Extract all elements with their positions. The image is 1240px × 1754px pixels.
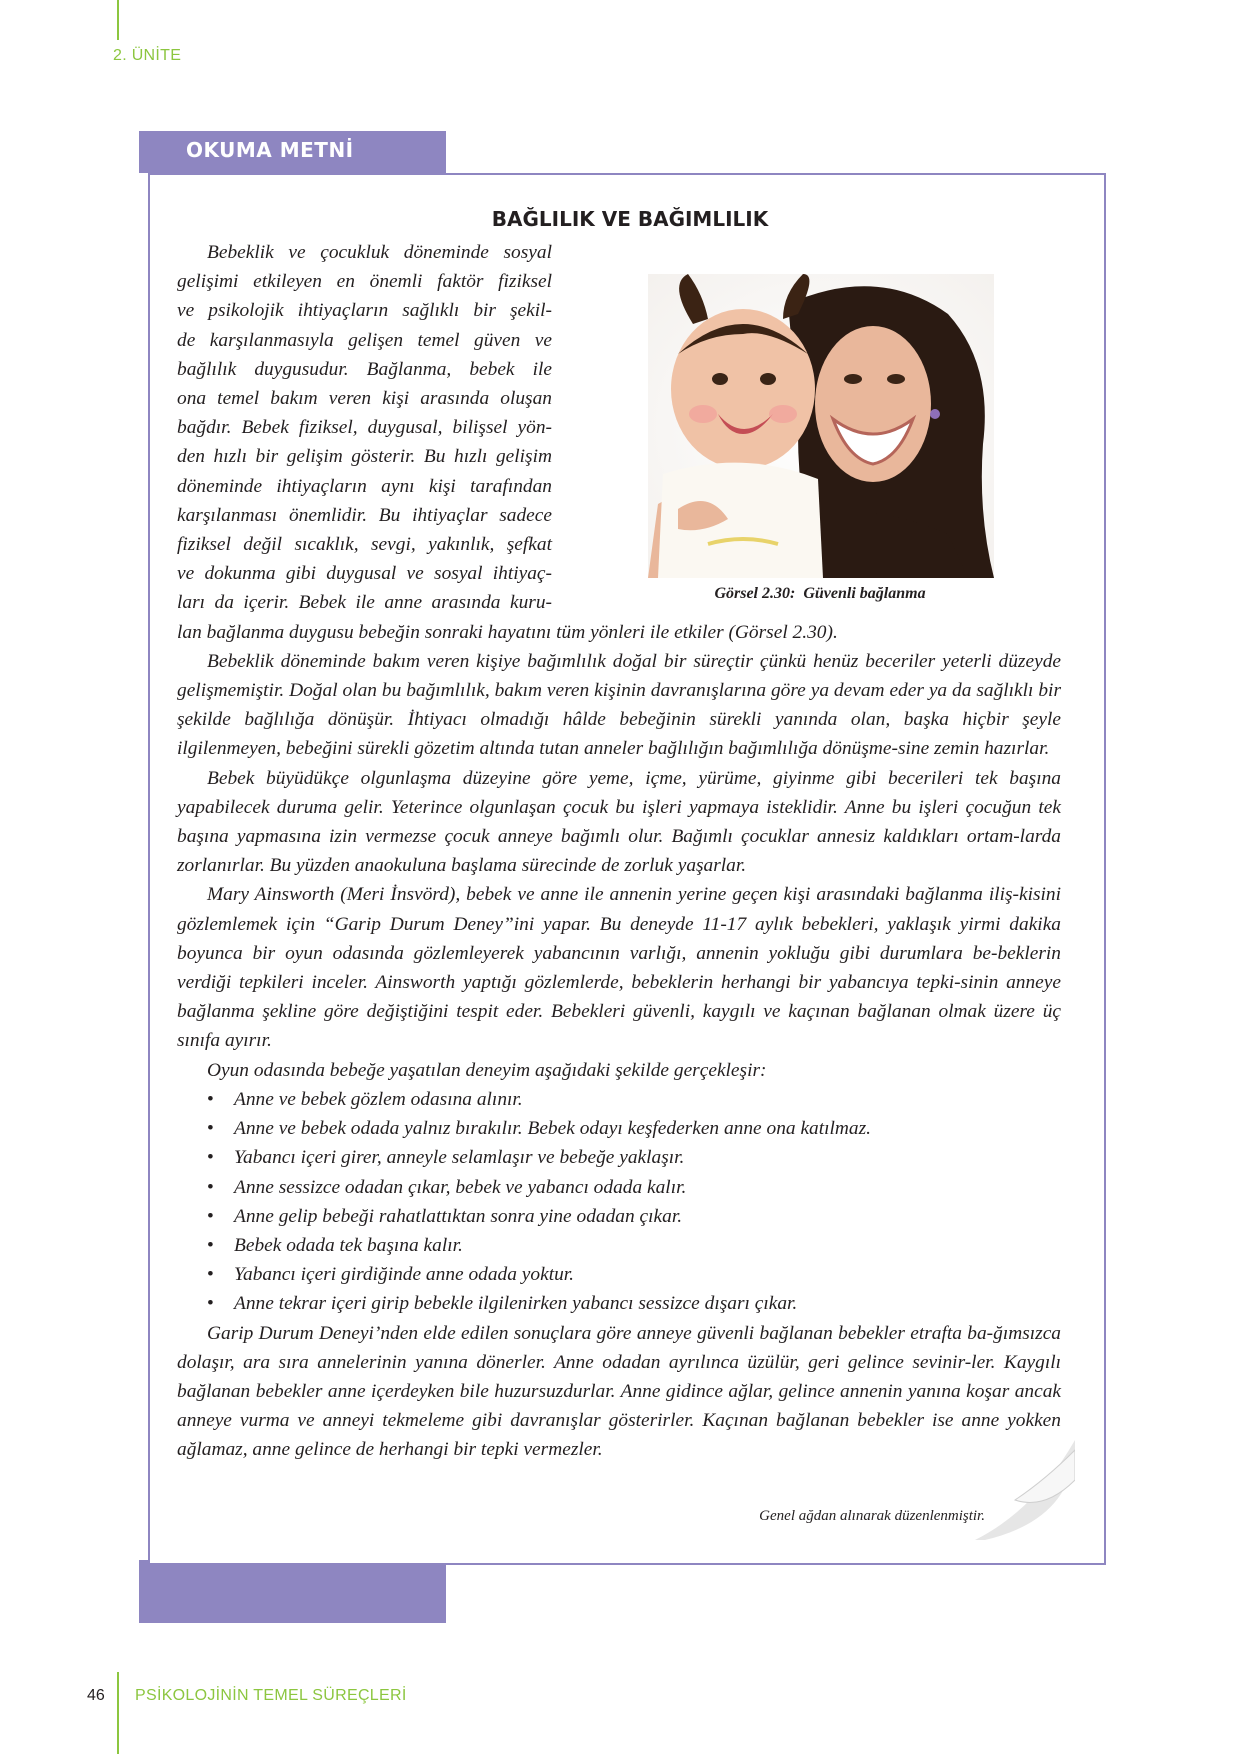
bullet-glyph: • [207,1234,214,1256]
bullet-glyph: • [207,1205,214,1227]
page-curl-icon [975,1440,1075,1540]
intro-line: ları da içerir. Bebek ile anne arasında kuru- [177,592,552,614]
figure-number: Görsel 2.30: [714,585,796,602]
intro-paragraph [177,238,552,618]
paragraph: Mary Ainsworth (Meri İnsvörd), bebek ve anne ile annenin yerine geçen kişi arasındaki bağlanma iliş-kisini gözlemlemek için “Garip Durum Deney”ini yapar. Bu deneyde 11-17 aylık bebekleri, yaklaşık yirmi dakika boyunca bir oyun odasında gözlemleyerek yabancının varlığı, annenin yokluğu gibi durumlara be-beklerin verdiği tepkileri inceler. Ainsworth yaptığı gözlemlerde, bebeklerin herhangi bir yabancıya tepki-sinin anneye bağlanma şekline göre değiştiğini tespit eder. Bebekleri güvenli, kaygılı ve kaçınan bağlanan olmak üzere üç sınıfa ayırır. [177,884,1061,1052]
list-item: • Yabancı içeri girdiğinde anne odada yoktur. [177,1260,1061,1289]
list-item: • Anne gelip bebeği rahatlattıktan sonra yine odadan çıkar. [177,1202,1061,1231]
footer-rule [117,1672,119,1754]
intro-line: ve dokunma gibi duygusal ve sosyal ihtiyaç- [177,563,552,585]
bullet-glyph: • [207,1293,214,1315]
figure-caption-text: Güvenli bağlanma [803,585,926,602]
paragraph: Bebeklik döneminde bakım veren kişiye bağımlılık doğal bir süreçtir çünkü henüz beceriler yeterli düzeyde gelişmemiştir. Doğal olan bu bağımlılık, bakım veren kişinin davranışlarına göre ya devam eder ya da sağlıklı bir şekilde bağlılığa dönüşür. İhtiyacı olmadığı hâlde bebeğinin sürekli yanında olan, başka hiçbir şeyle ilgilenmeyen, bebeğini sürekli gözetim altında tutan anneler bağlılığın bağımlılığa dönüşme-sine zemin hazırlar. [177,650,1061,760]
unit-label: 2. ÜNİTE [113,47,182,64]
list-item: • Anne ve bebek odada yalnız bırakılır. Bebek odayı keşfederken anne ona katılmaz. [177,1114,1061,1143]
article-body [177,238,1061,1465]
list-item: • Anne sessizce odadan çıkar, bebek ve yabancı odada kalır. [177,1173,1061,1202]
procedure-list [177,1085,1061,1319]
header-rule [117,0,119,40]
intro-line: ona temel bakım veren kişi arasında oluşan [177,388,552,410]
bullet-glyph: • [207,1147,214,1169]
intro-line: Bebeklik ve çocukluk döneminde sosyal [207,242,552,263]
list-item: • Bebek odada tek başına kalır. [177,1231,1061,1260]
closing-paragraph: Garip Durum Deneyi’nden elde edilen sonuçlara göre anneye güvenli bağlanan bebekler etrafta ba-ğımsızca dolaşır, ara sıra annelerinin yanına dönerler. Anne odadan ayrılınca üzülür, geri gelince sevinir-ler. Kaygılı bağlanan bebekler anne içerdeyken bile huzursuzdurlar. Anne gidince ağlar, gelince annenin yanına koşar ancak anneye vurma ve anneyi tekmeleme gibi davranışlar gösterirler. Kaçınan bağlanan bebekler ise anne yokken ağlamaz, anne gelince de herhangi bir tepki vermezler. [177,1322,1061,1461]
intro-line: bağlılık duygusudur. Bağlanma, bebek ile [177,358,552,380]
bullet-glyph: • [207,1176,214,1198]
list-item: • Yabancı içeri girer, anneyle selamlaşır ve bebeğe yaklaşır. [177,1143,1061,1172]
intro-line: fiziksel değil sıcaklık, sevgi, yakınlık, şefkat [177,534,552,556]
intro-line: ve psikolojik ihtiyaçların sağlıklı bir şekil- [177,300,552,322]
paragraph: Oyun odasında bebeğe yaşatılan deneyim aşağıdaki şekilde gerçekleşir: [207,1059,767,1081]
bullet-glyph: • [207,1264,214,1286]
intro-line: gelişimi etkileyen en önemli faktör fiziksel [177,271,552,293]
bullet-glyph: • [207,1088,214,1110]
bullet-glyph: • [207,1118,214,1140]
reading-box-bottom-band [139,1560,446,1623]
reading-box-label: OKUMA METNİ [186,138,354,162]
intro-line: de karşılanmasıyla gelişen temel güven ve [177,329,552,351]
intro-tail: lan bağlanma duygusu bebeğin sonraki hayatını tüm yönleri ile etkiler (Görsel 2.30). [177,621,838,643]
book-title: PSİKOLOJİNİN TEMEL SÜREÇLERİ [135,1687,407,1704]
paragraph: Bebek büyüdükçe olgunlaşma düzeyine göre yeme, içme, yürüme, giyinme gibi becerileri tek başına yapabilecek duruma gelir. Yeterince olgunlaşan çocuk bu işleri yapmaya isteklidir. Anne bu işleri çocuğun tek başına yapmasına izin vermezse çocuk anneye bağımlı olur. Bağımlı çocuklar annesiz kaldıkları ortam-larda zorlanırlar. Bu yüzden anaokuluna başlama sürecinde de zorluk yaşarlar. [177,767,1061,877]
list-item: • Anne tekrar içeri girip bebekle ilgilenirken yabancı sessizce dışarı çıkar. [177,1289,1061,1318]
list-item: • Anne ve bebek gözlem odasına alınır. [177,1085,1061,1114]
intro-line: döneminde ihtiyaçların aynı kişi tarafından [177,475,552,497]
intro-line: bağdır. Bebek fiziksel, duygusal, bilişsel yön- [177,417,552,439]
page-number: 46 [87,1687,105,1704]
intro-line: den hızlı bir gelişim gösterir. Bu hızlı gelişim [177,446,552,468]
source-note: Genel ağdan alınarak düzenlenmiştir. [759,1508,985,1524]
article-heading: BAĞLILIK VE BAĞIMLILIK [491,207,769,231]
intro-line: karşılanması önemlidir. Bu ihtiyaçlar sadece [177,504,552,526]
